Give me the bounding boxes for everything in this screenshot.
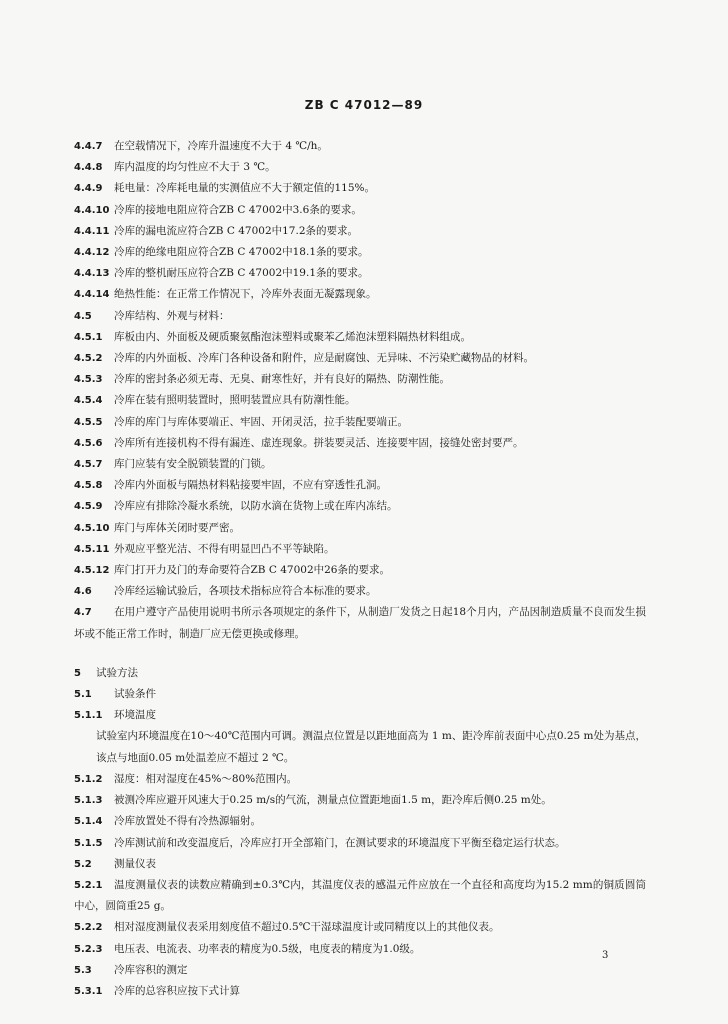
clause-text: 冷库的密封条必须无毒、无臭、耐寒性好，并有良好的隔热、防潮性能。	[114, 373, 450, 386]
clause-text: 冷库内外面板与隔热材料粘接要牢固，不应有穿透性孔洞。	[114, 479, 387, 492]
clause-number: 4.5.5	[74, 416, 103, 428]
clause-4-7	[74, 602, 646, 644]
clause-line	[74, 433, 646, 454]
section-number: 5	[74, 667, 81, 679]
clause-line	[74, 960, 646, 981]
clauses-5-2	[74, 854, 646, 875]
clause-number: 4.5.2	[74, 353, 103, 365]
clause-number: 4.5.4	[74, 395, 103, 407]
clause-text: 测量仪表	[114, 857, 156, 870]
clause-5-1-5	[74, 833, 646, 854]
clause-text: 被测冷库应避开风速大于0.25 m/s的气流，测量点位置距地面1.5 m，距冷库后侧0.25 m处。	[114, 794, 552, 807]
clause-text: 库门与库体关闭时要严密。	[114, 521, 240, 534]
clause-number: 4.4.11	[74, 225, 110, 237]
clause-line	[74, 200, 646, 221]
page-number: 3	[602, 950, 609, 961]
clause-line	[74, 390, 646, 411]
document-body	[74, 136, 646, 1002]
clause-text: 环境温度	[114, 709, 156, 722]
clause-text: 冷库放置处不得有冷热源辐射。	[114, 815, 261, 828]
clause-number: 4.4.8	[74, 162, 103, 174]
clause-line	[74, 705, 646, 726]
clause-number: 5.2.3	[74, 943, 103, 955]
clause-line	[74, 475, 646, 496]
clause-line	[74, 518, 646, 539]
clause-number: 4.4.9	[74, 183, 103, 195]
clause-text: 冷库所有连接机构不得有漏连、虚连现象。拼装要灵活、连接要牢固，接缝处密封要严。	[114, 436, 524, 449]
clause-number: 4.5.1	[74, 331, 103, 343]
clause-line	[74, 854, 646, 875]
clause-line	[74, 306, 646, 327]
clause-line	[74, 981, 646, 1002]
clause-number: 5.1	[74, 689, 92, 701]
clause-text: 湿度：相对湿度在45%～80%范围内。	[114, 772, 298, 785]
clause-line	[74, 348, 646, 369]
clause-text: 冷库容积的测定	[114, 963, 188, 976]
standard-code-header: ZB C 47012—89	[304, 98, 424, 112]
clause-line	[74, 327, 646, 348]
clause-text: 冷库的内外面板、冷库门各种设备和附件，应是耐腐蚀、无异味、不污染贮藏物品的材料。	[114, 352, 534, 365]
clause-line	[74, 178, 646, 199]
clause-number: 4.5	[74, 310, 92, 322]
clauses-5-2-2-to-5-3-1	[74, 917, 646, 1002]
clause-number: 4.4.14	[74, 289, 110, 301]
clause-line	[74, 369, 646, 390]
clause-line	[74, 581, 646, 602]
clause-line	[74, 811, 646, 832]
clause-number: 5.3.1	[74, 985, 103, 997]
clause-text: 外观应平整光洁、不得有明显凹凸不平等缺陷。	[114, 542, 335, 555]
clause-text: 库门应装有安全脱锁装置的门锁。	[114, 458, 272, 471]
clause-number: 4.5.6	[74, 437, 103, 449]
clause-line	[74, 560, 646, 581]
clause-line	[74, 917, 646, 938]
clause-line	[74, 221, 646, 242]
clause-text: 冷库的绝缘电阻应符合ZB C 47002中18.1条的要求。	[114, 246, 369, 259]
clause-number: 5.2.2	[74, 922, 103, 934]
clause-text: 冷库在装有照明装置时，照明装置应具有防潮性能。	[114, 394, 356, 407]
clause-text: 库内温度的均匀性应不大于 3 ℃。	[114, 161, 276, 174]
clause-number: 5.2.1	[74, 879, 103, 891]
clause-line	[74, 684, 646, 705]
clause-line	[74, 496, 646, 517]
clause-text: 库板由内、外面板及硬质聚氨酯泡沫塑料或聚苯乙烯泡沫塑料隔热材料组成。	[114, 330, 471, 343]
section-title-text: 试验方法	[96, 666, 138, 679]
clause-line	[74, 284, 646, 305]
clause-line	[74, 939, 646, 960]
clause-text: 冷库的整机耐压应符合ZB C 47002中19.1条的要求。	[114, 267, 369, 280]
clause-text: 在用户遵守产品使用说明书所示各项规定的条件下，从制造厂发货之日起18个月内，产品因制造质量不良而发生损坏或不能正常工作时，制造厂应无偿更换或修理。	[74, 606, 646, 640]
clause-text: 电压表、电流表、功率表的精度为0.5级，电度表的精度为1.0级。	[114, 942, 421, 955]
clause-5-2-1	[74, 875, 646, 917]
clause-line	[74, 412, 646, 433]
clause-number: 5.1.1	[74, 710, 103, 722]
clause-number: 4.4.7	[74, 141, 103, 152]
clause-text: 在空载情况下，冷库升温速度不大于 4 ℃/h。	[114, 140, 328, 152]
clause-line	[74, 790, 646, 811]
clause-text: 试验条件	[114, 688, 156, 701]
paragraph-5-1-1: 试验室内环境温度在10～40℃范围内可调。测温点位置是以距地面高为 1 m、距冷库前表面中心点0.25 m处为基点，该点与地面0.05 m处温差应不超过 2 ℃。	[96, 730, 646, 764]
clause-number: 4.5.8	[74, 480, 103, 492]
clauses-5-1	[74, 684, 646, 726]
clause-number: 4.6	[74, 586, 92, 598]
clause-text: 绝热性能：在正常工作情况下，冷库外表面无凝露现象。	[114, 288, 377, 301]
clause-line	[74, 769, 646, 790]
section-5-title	[74, 663, 646, 684]
clause-line	[74, 242, 646, 263]
clause-number: 4.5.7	[74, 459, 103, 471]
clause-text: 冷库的库门与库体要端正、牢固、开闭灵活，拉手装配要端正。	[114, 415, 408, 428]
clause-line	[74, 539, 646, 560]
clause-number: 4.5.3	[74, 374, 103, 386]
clause-number: 4.4.10	[74, 204, 110, 216]
clause-number: 4.4.12	[74, 247, 110, 259]
clause-number: 4.5.11	[74, 543, 110, 555]
clause-number: 4.5.10	[74, 522, 110, 534]
clause-number: 4.4.13	[74, 268, 110, 280]
clause-number: 4.7	[74, 607, 92, 619]
clause-text: 冷库的漏电流应符合ZB C 47002中17.2条的要求。	[114, 224, 359, 237]
clause-line	[74, 454, 646, 475]
clause-text: 冷库经运输试验后，各项技术指标应符合本标准的要求。	[114, 585, 377, 598]
clauses-5-1-2-to-5-1-4	[74, 769, 646, 833]
clause-text: 冷库的总容积应按下式计算	[114, 984, 240, 997]
clause-number: 5.1.3	[74, 795, 103, 807]
clause-number: 4.5.9	[74, 501, 103, 513]
clause-text: 相对湿度测量仪表采用刻度值不超过0.5℃干湿球温度计或同精度以上的其他仪表。	[114, 921, 500, 934]
clause-number: 4.5.12	[74, 565, 110, 577]
clause-text: 耗电量：冷库耗电量的实测值应不大于额定值的115%。	[114, 182, 376, 195]
clause-number: 5.1.2	[74, 773, 103, 785]
clause-text: 冷库测试前和改变温度后，冷库应打开全部箱门，在测试要求的环境温度下平衡至稳定运行状态。	[114, 836, 566, 849]
clause-number: 5.3	[74, 964, 92, 976]
clause-text: 冷库结构、外观与材料：	[114, 309, 230, 322]
clause-text: 冷库的接地电阻应符合ZB C 47002中3.6条的要求。	[114, 203, 362, 216]
clause-number: 5.1.4	[74, 816, 103, 828]
clauses-section-4	[74, 136, 646, 602]
clause-line	[74, 157, 646, 178]
clause-text: 冷库应有排除冷凝水系统，以防水滴在货物上或在库内冻结。	[114, 500, 398, 513]
clause-number: 5.1.5	[74, 837, 103, 849]
clause-line	[74, 136, 646, 157]
clause-text: 库门打开力及门的寿命要符合ZB C 47002中26条的要求。	[114, 564, 390, 577]
clause-text: 温度测量仪表的读数应精确到±0.3℃内，其温度仪表的感温元件应放在一个直径和高度均为15.2 mm的铜质圆筒中心，圆筒重25 g。	[74, 878, 646, 913]
clause-number: 5.2	[74, 858, 92, 870]
clause-line	[74, 263, 646, 284]
